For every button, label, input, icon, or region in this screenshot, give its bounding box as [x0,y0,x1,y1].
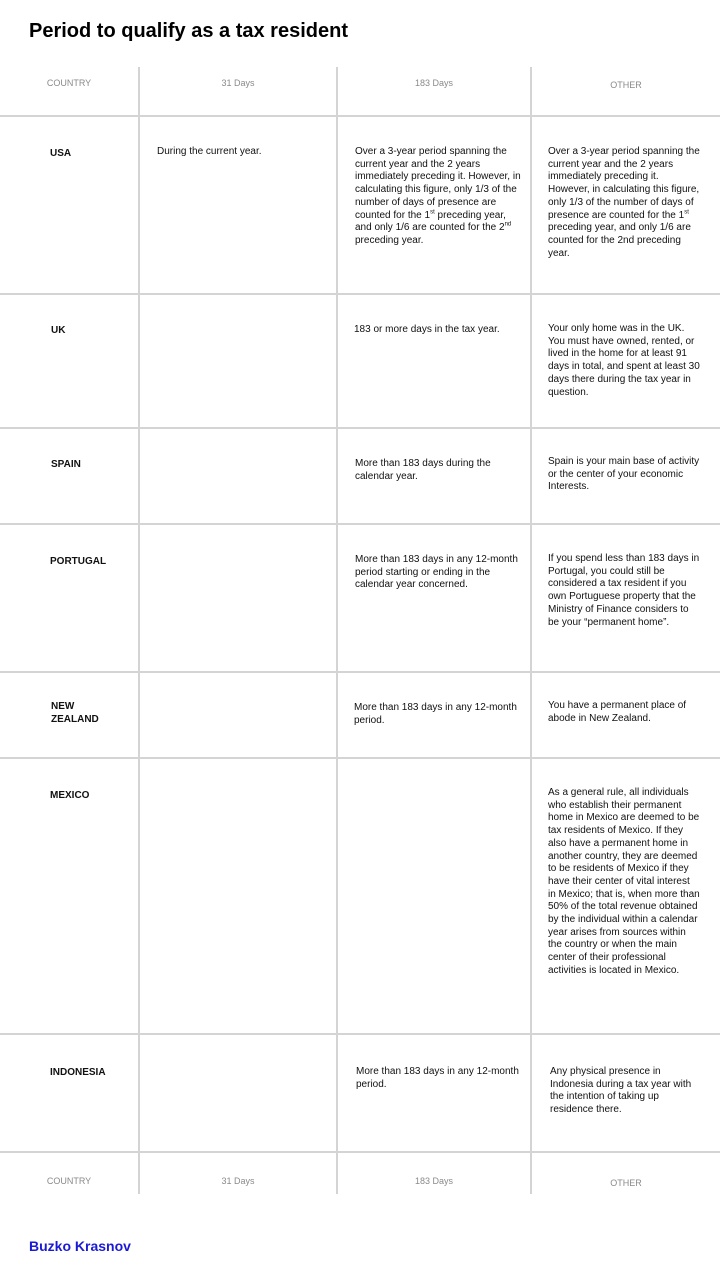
country-name: MEXICO [50,790,90,801]
header-other: OTHER [610,80,642,90]
header-country: COUNTRY [46,1176,92,1186]
cell-183-days: More than 183 days in any 12-month period starting or ending in the calendar year concerned. [355,554,518,591]
cell-other: Any physical presence in Indonesia during a tax year with the intention of taking up residence there. [550,1066,692,1116]
cell-183-days: More than 183 days in any 12-month period. [356,1066,519,1090]
header-country: COUNTRY [46,78,92,88]
cell-other: You have a permanent place of abode in New Zealand. [548,700,687,724]
row-divider [0,1033,720,1035]
header-183-days: 183 Days [414,78,454,88]
column-divider [138,67,140,1194]
country-name: SPAIN [51,459,81,470]
cell-other: Spain is your main base of activity or the center of your economic Interests. [548,456,700,493]
header-31-days: 31 Days [221,78,255,88]
row-divider [0,1151,720,1153]
row-divider [0,523,720,525]
column-divider [530,67,532,1194]
header-other: OTHER [610,1178,642,1188]
row-divider [0,427,720,429]
page-title: Period to qualify as a tax resident [29,20,348,42]
brand-logo: Buzko Krasnov [29,1238,131,1254]
cell-other: If you spend less than 183 days in Portugal, you could still be considered a tax resident if you own Portuguese property that the Ministry of Finance considers to be your “permanent home”. [548,553,700,628]
cell-31-days: During the current year. [157,146,262,157]
column-divider [336,67,338,1194]
row-divider [0,757,720,759]
country-name: PORTUGAL [50,556,107,567]
row-divider [0,671,720,673]
country-name: INDONESIA [50,1067,106,1078]
cell-other: Your only home was in the UK. You must have owned, rented, or lived in the home for at least 91 days in total, and spent at least 30 days there during the tax year in question. [548,323,700,398]
cell-183-days: More than 183 days during the calendar year. [355,458,491,482]
cell-183-days: Over a 3-year period spanning the current year and the 2 years immediately preceding it. However, in calculating this figure, only 1/3 of the number of days of presence are counted for the 1st preceding year, and only 1/6 are counted for the 2nd preceding year. [355,146,521,246]
header-183-days: 183 Days [414,1176,454,1186]
cell-183-days: More than 183 days in any 12-month period. [354,702,517,726]
cell-183-days: 183 or more days in the tax year. [354,324,500,335]
country-name: UK [51,325,66,336]
cell-other: Over a 3-year period spanning the current year and the 2 years immediately preceding it. However, in calculating this figure, only 1/3 of the number of days of presence are counted for the 1st preceding year, and only 1/6 are counted for the 2nd preceding year. [548,146,700,259]
country-name: NEW ZEALAND [51,701,99,725]
country-name: USA [50,148,72,159]
cell-other: As a general rule, all individuals who establish their permanent home in Mexico are deemed to be tax residents of Mexico. If they also have a permanent home in another country, they are deemed to be residents of Mexico if they have their center of vital interest in Mexico; that is, when more than 50% of the total revenue obtained by the individual within a calendar year arises from sources within the country or when the main center of their professional activities is located in Mexico. [548,787,700,976]
row-divider [0,293,720,295]
row-divider [0,115,720,117]
header-31-days: 31 Days [221,1176,255,1186]
